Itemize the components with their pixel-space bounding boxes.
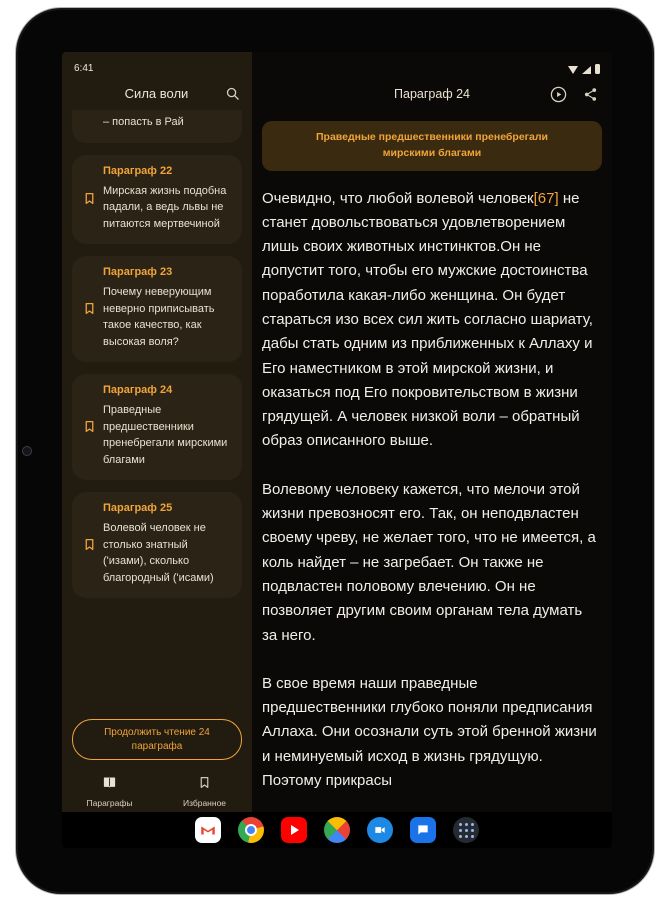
list-item-paragraph-23[interactable] [72, 256, 242, 362]
list-item-title: Параграф 25 [103, 502, 173, 514]
nav-tab-favorites[interactable] [157, 775, 252, 808]
list-item-title: Параграф 23 [103, 266, 173, 278]
reader-header [252, 77, 612, 111]
status-bar-right [252, 52, 612, 77]
bookmark-icon [198, 775, 211, 795]
android-taskbar [62, 812, 612, 848]
status-bar-left [62, 52, 252, 76]
paragraph-1-text-cont: не станет довольствоваться удовлетворением лишь своих животных инстинктов.Он не допустит того, чтобы его мужские достоинства поработила какая-либо женщина. Он будет стараться изо всех сил жить согласно шариату, дабы стать одним из приближенных к Аллаху и Его наместником в этой мирской жизни, и оказаться под Его покровительством в жизни грядущей. А человек низкой воли – обратный образ описанного выше. [262, 189, 593, 450]
meet-icon[interactable] [367, 817, 393, 843]
search-icon[interactable] [225, 86, 240, 101]
paragraph-1-text: Очевидно, что любой волевой человек [262, 189, 534, 207]
sidebar-header [62, 76, 252, 110]
list-item-text: Праведные предшественники пренебрегали мирскими благами [103, 404, 228, 466]
paragraph-3: В свое время наши праведные предшественники глубоко поняли предписания Аллаха. Они осознали суть этой бренной жизни и неминуемый исход в жизнь грядущую. Поэтому прикрасы [262, 674, 597, 790]
bookmark-icon[interactable] [80, 301, 98, 316]
nav-tab-label: Избранное [182, 797, 227, 808]
list-item-text: Почему неверующим неверно приписывать такое качество, как высокая воля? [103, 286, 215, 348]
paragraphs-icon [102, 775, 117, 795]
bottom-nav [62, 770, 252, 812]
footnote-link-67[interactable]: [67] [533, 189, 559, 207]
reader-body [252, 171, 612, 813]
battery-icon [595, 64, 600, 74]
list-item-paragraph-21-partial[interactable] [72, 110, 242, 143]
chrome-icon-center [245, 824, 257, 836]
bookmark-icon[interactable] [80, 537, 98, 552]
reader-pane [252, 52, 612, 812]
list-item-paragraph-22[interactable] [72, 155, 242, 245]
wifi-icon [568, 66, 578, 74]
chrome-icon[interactable] [238, 817, 264, 843]
list-item-paragraph-25[interactable] [72, 492, 242, 598]
list-item-text: Мирская жизнь подобна падали, а ведь львы не питаются мертвечиной [103, 184, 227, 230]
paragraph-list [62, 110, 252, 713]
status-time: 6:41 [74, 63, 94, 74]
page-title: Параграф 24 [394, 87, 470, 101]
play-audio-icon[interactable] [550, 86, 567, 103]
gmail-icon[interactable] [195, 817, 221, 843]
app-title: Сила воли [124, 85, 189, 101]
sidebar [62, 52, 252, 812]
tablet-frame [15, 7, 655, 895]
app-drawer-dots [465, 829, 468, 832]
list-item-title: Параграф 24 [103, 384, 173, 396]
nav-tab-label: Параграфы [86, 797, 133, 808]
youtube-play-triangle [291, 825, 299, 835]
list-item-paragraph-24[interactable] [72, 374, 242, 480]
app-drawer-icon[interactable] [453, 817, 479, 843]
share-icon[interactable] [583, 87, 598, 102]
front-camera [22, 446, 32, 456]
photos-icon[interactable] [319, 812, 356, 848]
bookmark-icon[interactable] [80, 191, 98, 206]
app-window [62, 52, 612, 812]
continue-reading-button[interactable]: Продолжить чтение 24 параграфа [72, 719, 242, 760]
signal-icon [582, 66, 591, 74]
messages-icon[interactable] [410, 817, 436, 843]
bookmark-icon[interactable] [80, 419, 98, 434]
paragraph-heading-banner: Праведные предшественники пренебрегали мирскими благами [262, 121, 602, 171]
paragraph-1 [262, 187, 598, 454]
list-item-title: Параграф 22 [103, 164, 173, 177]
nav-tab-paragraphs[interactable] [62, 775, 157, 808]
paragraph-2: Волевому человеку кажется, что мелочи этой жизни превозносят его. Так, он неподвластен своему чреву, не желает того, что не имеется, а коль найдет – не загребает. Он также не подвластен половому влечению. Он не позволяет другим своим органам тела думать за него. [262, 480, 596, 644]
list-item-text: – попасть в Рай [103, 116, 184, 128]
list-item-text: Волевой человек не столько знатный ('изами), сколько благородный ('исами) [103, 522, 214, 584]
youtube-icon[interactable] [281, 817, 307, 843]
screen [62, 52, 612, 848]
